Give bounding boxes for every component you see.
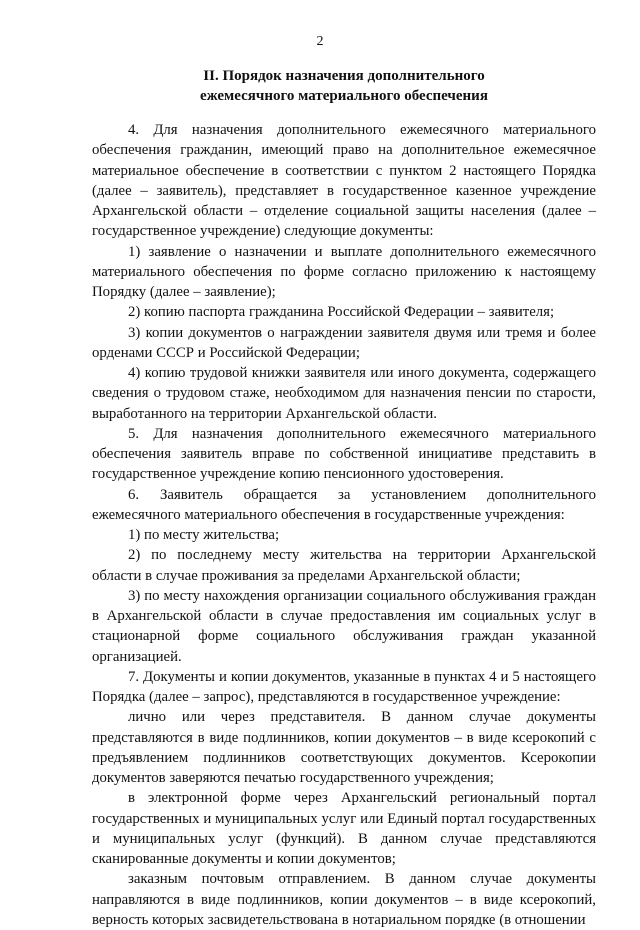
document-body: [92, 120, 596, 930]
paragraph-7-option-mail: заказным почтовым отправлением. В данном случае документы направляются в виде подлинников, копии документов – в виде ксерокопий, верность которых засвидетельствована в нотариальном порядке (в отношении: [92, 871, 596, 928]
paragraph-6-item-3: 3) по месту нахождения организации социального обслуживания граждан в Архангельской области в случае предоставления им социальных услуг в стационарной форме социального обслуживания граждан указанной организацией.: [92, 587, 596, 665]
section-heading-line-1: II. Порядок назначения дополнительного: [203, 68, 485, 84]
section-heading-line-2: ежемесячного материального обеспечения: [200, 88, 488, 104]
paragraph-6-item-2: 2) по последнему месту жительства на территории Архангельской области в случае проживания за пределами Архангельской области;: [92, 547, 596, 584]
paragraph-5: 5. Для назначения дополнительного ежемесячного материального обеспечения заявитель вправе по собственной инициативе представить в государственное учреждение копию пенсионного удостоверения.: [92, 425, 596, 483]
section-heading: [92, 66, 596, 106]
page-number: 2: [316, 34, 324, 49]
paragraph-7-option-in-person: лично или через представителя. В данном случае документы представляются в виде подлинников, копии документов – в виде ксерокопий с предъявлением подлинников соответствующих документов. Ксерокопии документов заверяются печатью государственного учреждения;: [92, 709, 596, 786]
paragraph-4-item-4: 4) копию трудовой книжки заявителя или иного документа, содержащего сведения о трудовом стаже, необходимом для назначения пенсии по старости, выработанного на территории Архангельской области.: [92, 365, 596, 422]
paragraph-7-option-electronic: в электронной форме через Архангельский региональный портал государственных и муниципальных услуг или Единый портал государственных и муниципальных услуг (функций). В данном случае представляются сканированные документы и копии документов;: [92, 790, 596, 867]
paragraph-4-item-3: 3) копии документов о награждении заявителя двумя или тремя и более орденами СССР и Российской Федерации;: [92, 324, 596, 361]
paragraph-6: 6. Заявитель обращается за установлением дополнительного ежемесячного материального обеспечения в государственные учреждения:: [92, 486, 596, 523]
paragraph-4: 4. Для назначения дополнительного ежемесячного материального обеспечения гражданин, имеющий право на дополнительное ежемесячное материальное обеспечение в соответствии с пунктом 2 настоящего Порядка (далее – заявитель), представляет в государственное казенное учреждение Архангельской области – отделение социальной защиты населения (далее – государственное учреждение) следующие документы:: [92, 122, 596, 240]
paragraph-4-item-1: 1) заявление о назначении и выплате дополнительного ежемесячного материального обеспечения по форме согласно приложению к настоящему Порядку (далее – заявление);: [92, 243, 596, 300]
paragraph-7: 7. Документы и копии документов, указанные в пунктах 4 и 5 настоящего Порядка (далее – запрос), представляются в государственное учреждение:: [92, 668, 596, 705]
paragraph-4-item-2: 2) копию паспорта гражданина Российской Федерации – заявителя;: [128, 304, 555, 321]
paragraph-6-item-1: 1) по месту жительства;: [128, 527, 280, 543]
